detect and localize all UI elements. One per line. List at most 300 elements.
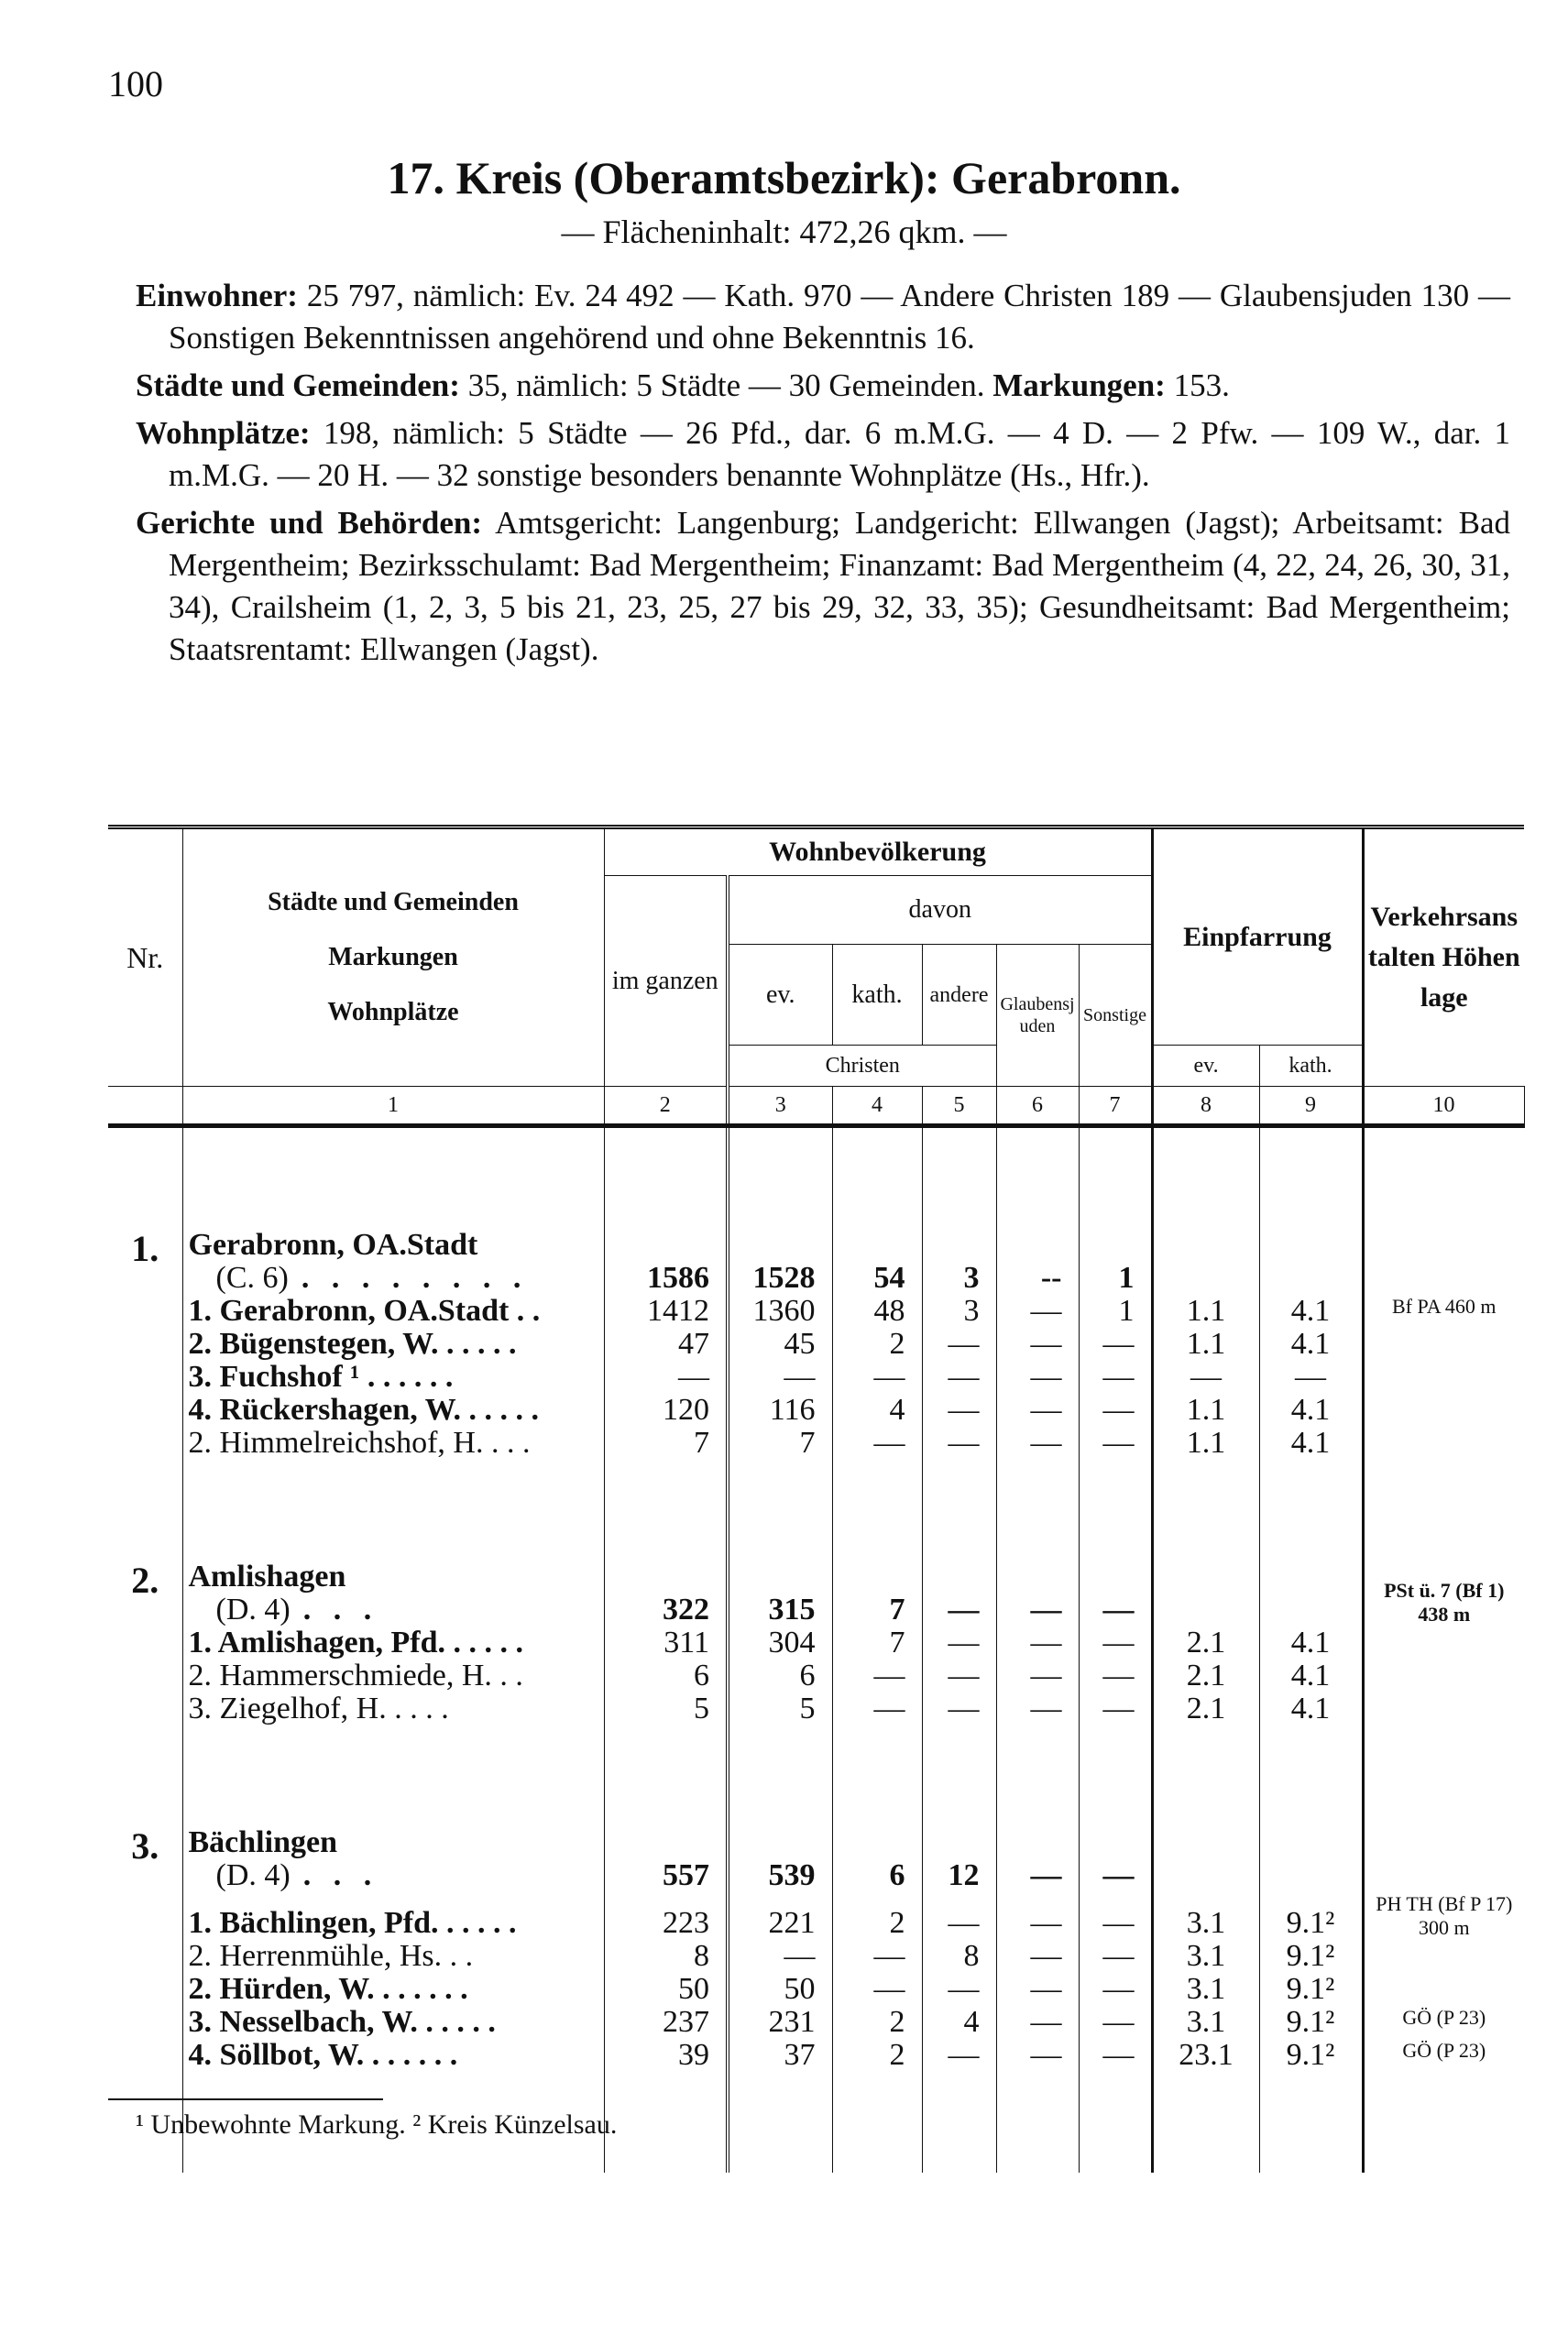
spacer-cell [1152,1725,1259,1826]
page-number: 100 [108,63,163,104]
place-row [108,1328,1524,1361]
value-cell: 8 [604,1940,728,1973]
einpfarrung-kath-cell [1259,1229,1363,1295]
spacer-cell [1259,1725,1363,1826]
value-cell: 237 [604,2006,728,2039]
value-cell: 2.1 [1152,1627,1259,1659]
value-cell: — [922,1973,996,2006]
place-nr-blank [108,1427,182,1460]
leader-dots: . . . . . . . . [301,1261,529,1295]
place-row [108,1659,1524,1692]
verkehr-cell [1363,1973,1524,2006]
spacer-cell [1079,1725,1152,1826]
spacer-cell [182,1725,604,1826]
value-cell: 37 [728,2039,832,2072]
place-name: 2. Hürden, W. . . . . . . [182,1973,604,2006]
value-cell: — [832,1659,922,1692]
value-cell: 3 [922,1229,996,1295]
value-cell: — [996,1295,1079,1328]
value-cell: 9.1² [1259,1940,1363,1973]
header-andere: andere [922,945,996,1046]
value-cell: — [922,1692,996,1725]
place-row [108,1394,1524,1427]
header-davon: davon [728,876,1152,945]
place-name: 2. Bügenstegen, W. . . . . . [182,1328,604,1361]
value-cell: 2 [832,2006,922,2039]
spacer-row [108,1725,1524,1826]
value-cell: — [1079,1692,1152,1725]
staedte-label: Städte und Gemeinden: [136,367,460,403]
value-cell: 1 [1079,1229,1152,1295]
staedte-paragraph [136,365,1510,407]
group-name-line2 [189,1262,598,1295]
value-cell: 7 [832,1627,922,1659]
value-cell: 4.1 [1259,1295,1363,1328]
markungen-label: Markungen: [992,367,1166,403]
place-nr-blank [108,2006,182,2039]
place-name: 2. Herrenmühle, Hs. . . [182,1940,604,1973]
value-cell: — [1079,1361,1152,1394]
value-cell: — [922,2039,996,2072]
place-row [108,1940,1524,1973]
value-cell: 4.1 [1259,1427,1363,1460]
value-cell: — [1079,1826,1152,1892]
einwohner-text: 25 797, nämlich: Ev. 24 492 — Kath. 970 — Andere Christen 189 — Glaubensjuden 130 — Sonstigen Bekenntnissen angehörend und ohne Bekenntnis 16. [169,278,1510,356]
group-name-line2 [189,1594,598,1627]
value-cell: 311 [604,1627,728,1659]
value-cell: 1 [1079,1295,1152,1328]
column-number: 3 [728,1087,832,1126]
spacer-cell [1079,1460,1152,1561]
verkehr-cell [1363,1229,1524,1295]
header-im-ganzen: im ganzen [604,876,728,1087]
group-name: Bächlingen [188,1826,337,1859]
value-cell: 1412 [604,1295,728,1328]
value-cell: 7 [604,1427,728,1460]
header-einpfarrung-kath: kath. [1259,1046,1363,1087]
place-name: 3. Fuchshof ¹ . . . . . . [182,1361,604,1394]
header-staedte: Städte und Gemeinden [268,888,519,916]
group-name-cell [182,1826,604,1892]
value-cell: 12 [922,1826,996,1892]
footnote-divider [108,2098,383,2100]
value-cell: — [832,1427,922,1460]
value-cell: 3 [922,1295,996,1328]
wohnplaetze-text: 198, nämlich: 5 Städte — 26 Pfd., dar. 6 m.M.G. — 4 D. — 2 Pfw. — 109 W., dar. 1 m.M.G. — 20 H. — 32 sonstige besonders benannte Wohnplätze (Hs., Hfr.). [169,415,1511,493]
group-number: 3. [131,1826,159,1867]
place-nr-blank [108,1295,182,1328]
place-name: 1. Bächlingen, Pfd. . . . . . [182,1892,604,1940]
column-number-blank [108,1087,182,1126]
verkehr-cell [1363,1627,1524,1659]
value-cell: — [996,1973,1079,2006]
value-cell: — [832,1973,922,2006]
spacer-cell [1152,1460,1259,1561]
header-glaubensjuden: Glaubensjuden [996,945,1079,1087]
value-cell: — [922,1361,996,1394]
verkehr-cell: GÖ (P 23) [1363,2006,1524,2039]
value-cell: — [832,1940,922,1973]
value-cell: — [922,1627,996,1659]
spacer-cell [832,1126,922,1230]
spacer-cell [182,1126,604,1230]
place-name: 1. Gerabronn, OA.Stadt . . [182,1295,604,1328]
verkehr-cell [1363,1361,1524,1394]
column-number: 8 [1152,1087,1259,1126]
value-cell: 3.1 [1152,1940,1259,1973]
value-cell: 4.1 [1259,1394,1363,1427]
verkehr-cell [1363,1394,1524,1427]
footnote: ¹ Unbewohnte Markung. ² Kreis Künzelsau. [136,2109,618,2140]
group-row [108,1826,1524,1892]
value-cell: 120 [604,1394,728,1427]
value-cell: 5 [604,1692,728,1725]
place-row [108,1627,1524,1659]
spacer-cell [604,1460,728,1561]
value-cell: 8 [922,1940,996,1973]
value-cell: 315 [728,1561,832,1627]
value-cell: 557 [604,1826,728,1892]
place-name: 3. Nesselbach, W. . . . . . [182,2006,604,2039]
place-name: 4. Rückershagen, W. . . . . . [182,1394,604,1427]
value-cell: 2 [832,1328,922,1361]
place-row [108,1973,1524,2006]
column-number: 2 [604,1087,728,1126]
value-cell: 1360 [728,1295,832,1328]
value-cell: — [1079,1627,1152,1659]
value-cell: — [728,1940,832,1973]
value-cell: — [1079,1394,1152,1427]
gerichte-label: Gerichte und Behörden: [136,505,483,541]
value-cell: 4 [922,2006,996,2039]
spacer-cell [604,1126,728,1230]
spacer-cell [922,1725,996,1826]
group-name-line2 [189,1859,598,1892]
header-nr: Nr. [108,827,182,1087]
spacer-cell [1259,2072,1363,2173]
group-map-ref: (D. 4) [215,1858,291,1892]
value-cell: 4.1 [1259,1659,1363,1692]
value-cell: — [1079,2006,1152,2039]
value-cell: 3.1 [1152,1892,1259,1940]
value-cell: — [996,2006,1079,2039]
value-cell: — [922,1394,996,1427]
place-nr-blank [108,1940,182,1973]
value-cell: 6 [832,1826,922,1892]
value-cell: 7 [728,1427,832,1460]
value-cell: 6 [728,1659,832,1692]
value-cell: — [922,1427,996,1460]
spacer-cell [728,2072,832,2173]
spacer-cell [922,2072,996,2173]
value-cell: — [996,1328,1079,1361]
wohnplaetze-paragraph [136,412,1510,497]
value-cell: — [1079,2039,1152,2072]
value-cell: 9.1² [1259,2006,1363,2039]
value-cell: 4.1 [1259,1627,1363,1659]
header-markungen: Markungen [328,943,458,971]
place-row [108,1892,1524,1940]
einpfarrung-ev-cell [1152,1561,1259,1627]
place-nr-blank [108,1627,182,1659]
gerichte-paragraph [136,502,1510,671]
header-ev: ev. [728,945,832,1046]
value-cell: — [832,1361,922,1394]
value-cell: 3.1 [1152,1973,1259,2006]
value-cell: — [1079,1561,1152,1627]
spacer-cell [108,1725,182,1826]
value-cell: 1.1 [1152,1328,1259,1361]
verkehr-cell [1363,1692,1524,1725]
value-cell: 539 [728,1826,832,1892]
value-cell: 48 [832,1295,922,1328]
spacer-row [108,1126,1524,1230]
value-cell: -- [996,1229,1079,1295]
place-name: 2. Himmelreichshof, H. . . . [182,1427,604,1460]
verkehr-cell: GÖ (P 23) [1363,2039,1524,2072]
spacer-cell [1079,1126,1152,1230]
value-cell: 2 [832,1892,922,1940]
group-name-cell [182,1229,604,1295]
header-einpfarrung-ev: ev. [1152,1046,1259,1087]
value-cell: — [922,1328,996,1361]
value-cell: — [922,1561,996,1627]
place-nr-blank [108,1892,182,1940]
group-number: 1. [131,1229,159,1269]
place-nr-blank [108,1328,182,1361]
place-nr-blank [108,1394,182,1427]
einpfarrung-kath-cell [1259,1561,1363,1627]
spacer-cell [604,1725,728,1826]
place-nr-blank [108,1361,182,1394]
spacer-cell [922,1460,996,1561]
place-name: 1. Amlishagen, Pfd. . . . . . [182,1627,604,1659]
value-cell: — [922,1659,996,1692]
value-cell: — [996,1394,1079,1427]
spacer-cell [1363,2072,1524,2173]
value-cell: — [996,1692,1079,1725]
spacer-cell [922,1126,996,1230]
verkehr-cell: PH TH (Bf P 17) 300 m [1363,1892,1524,1940]
group-row [108,1229,1524,1295]
group-row [108,1561,1524,1627]
group-map-ref: (D. 4) [215,1593,291,1627]
header-wohnbevoelkerung: Wohnbevölkerung [604,827,1152,876]
area-subtitle: — Flächeninhalt: 472,26 qkm. — [561,214,1007,250]
value-cell: — [922,1892,996,1940]
spacer-cell [1079,2072,1152,2173]
group-number: 2. [131,1561,159,1601]
value-cell: — [1079,1892,1152,1940]
verkehr-cell: PSt ü. 7 (Bf 1) 438 m [1363,1561,1524,1627]
value-cell: — [996,1940,1079,1973]
column-number: 6 [996,1087,1079,1126]
spacer-cell [1152,1126,1259,1230]
place-nr-blank [108,2039,182,2072]
value-cell: 47 [604,1328,728,1361]
spacer-cell [108,1126,182,1230]
value-cell: 9.1² [1259,1973,1363,2006]
value-cell: 39 [604,2039,728,2072]
verkehr-cell [1363,1940,1524,1973]
value-cell: 5 [728,1692,832,1725]
value-cell: — [832,1692,922,1725]
spacer-cell [832,2072,922,2173]
value-cell: — [1079,1659,1152,1692]
value-cell: — [1152,1361,1259,1394]
spacer-cell [832,1460,922,1561]
place-row [108,2006,1524,2039]
place-name: 3. Ziegelhof, H. . . . . [182,1692,604,1725]
spacer-cell [728,1725,832,1826]
value-cell: — [1079,1940,1152,1973]
value-cell: 50 [728,1973,832,2006]
place-row [108,2039,1524,2072]
value-cell: — [996,1361,1079,1394]
place-row [108,1361,1524,1394]
value-cell: 4 [832,1394,922,1427]
einpfarrung-kath-cell [1259,1826,1363,1892]
verkehr-cell [1363,1826,1524,1892]
verkehr-cell [1363,1328,1524,1361]
gerichte-text: Amtsgericht: Langenburg; Landgericht: Ellwangen (Jagst); Arbeitsamt: Bad Mergentheim; Bezirksschulamt: Bad Mergentheim; Finanzamt: Bad Mergentheim (4, 22, 24, 26, 30, 31, 34), Crailsheim (1, 2, 3, 5 bis 21, 23, 25, 27 bis 29, 32, 33, 35); Gesundheitsamt: Bad Mergentheim; Staatsrentamt: Ellwangen (Jagst). [169,505,1510,667]
value-cell: 9.1² [1259,2039,1363,2072]
spacer-cell [1152,2072,1259,2173]
population-table [108,825,1525,2173]
spacer-cell [728,1460,832,1561]
value-cell: 9.1² [1259,1892,1363,1940]
value-cell: 4.1 [1259,1328,1363,1361]
column-number-row [108,1087,1524,1126]
value-cell: 221 [728,1892,832,1940]
group-map-ref: (C. 6) [215,1261,289,1295]
value-cell: — [996,1892,1079,1940]
page-title: 17. Kreis (Oberamtsbezirk): Gerabronn. [387,152,1181,203]
header-verkehr: Verkehrsanstalten Höhenlage [1363,827,1524,1087]
spacer-cell [1363,1460,1524,1561]
spacer-cell [1259,1126,1363,1230]
value-cell: 1.1 [1152,1295,1259,1328]
place-row [108,1692,1524,1725]
value-cell: — [1079,1328,1152,1361]
value-cell: — [1079,1427,1152,1460]
value-cell: 3.1 [1152,2006,1259,2039]
value-cell: — [996,1627,1079,1659]
wohnplaetze-label: Wohnplätze: [136,415,311,451]
header-wohnplaetze: Wohnplätze [327,998,459,1026]
value-cell: 1.1 [1152,1394,1259,1427]
value-cell: 7 [832,1561,922,1627]
value-cell: 1528 [728,1229,832,1295]
verkehr-cell [1363,1659,1524,1692]
header-christen: Christen [728,1046,996,1087]
place-name: 4. Söllbot, W. . . . . . . [182,2039,604,2072]
place-nr-blank [108,1973,182,2006]
einwohner-paragraph [136,275,1510,359]
column-number: 7 [1079,1087,1152,1126]
value-cell: — [996,1826,1079,1892]
intro-paragraphs [136,275,1510,676]
value-cell: 116 [728,1394,832,1427]
group-name-cell [182,1561,604,1627]
value-cell: 45 [728,1328,832,1361]
spacer-cell [728,1126,832,1230]
value-cell: 23.1 [1152,2039,1259,2072]
spacer-row [108,1460,1524,1561]
verkehr-cell: Bf PA 460 m [1363,1295,1524,1328]
value-cell: 6 [604,1659,728,1692]
value-cell: 1586 [604,1229,728,1295]
value-cell: — [996,1659,1079,1692]
einwohner-label: Einwohner: [136,278,298,313]
value-cell: 4.1 [1259,1692,1363,1725]
leader-dots: . . . [302,1593,379,1627]
group-name: Gerabronn, OA.Stadt [188,1229,478,1262]
column-number: 1 [182,1087,604,1126]
spacer-cell [996,1460,1079,1561]
markungen-text: 153. [1173,367,1230,403]
header-einpfarrung: Einpfarrung [1152,827,1363,1046]
value-cell: 2 [832,2039,922,2072]
place-row [108,1295,1524,1328]
place-nr-blank [108,1692,182,1725]
value-cell: — [604,1361,728,1394]
spacer-cell [604,2072,728,2173]
spacer-cell [1259,1460,1363,1561]
spacer-cell [996,1126,1079,1230]
value-cell: — [996,1561,1079,1627]
place-nr-blank [108,1659,182,1692]
value-cell: 54 [832,1229,922,1295]
value-cell: — [1079,1973,1152,2006]
value-cell: 322 [604,1561,728,1627]
column-number: 9 [1259,1087,1363,1126]
value-cell: 223 [604,1892,728,1940]
value-cell: 1.1 [1152,1427,1259,1460]
column-number: 10 [1363,1087,1524,1126]
value-cell: 2.1 [1152,1659,1259,1692]
value-cell: 2.1 [1152,1692,1259,1725]
value-cell: — [996,1427,1079,1460]
spacer-cell [1363,1126,1524,1230]
group-name: Amlishagen [188,1561,346,1594]
spacer-cell [108,1460,182,1561]
column-number: 5 [922,1087,996,1126]
header-places [182,827,604,1087]
value-cell: — [728,1361,832,1394]
verkehr-cell [1363,1427,1524,1460]
leader-dots: . . . [302,1858,379,1892]
spacer-cell [996,1725,1079,1826]
value-cell: — [1259,1361,1363,1394]
header-kath: kath. [832,945,922,1046]
spacer-cell [182,1460,604,1561]
einpfarrung-ev-cell [1152,1229,1259,1295]
value-cell: 231 [728,2006,832,2039]
column-number: 4 [832,1087,922,1126]
spacer-cell [832,1725,922,1826]
staedte-text: 35, nämlich: 5 Städte — 30 Gemeinden. [467,367,985,403]
place-name: 2. Hammerschmiede, H. . . [182,1659,604,1692]
value-cell: — [996,2039,1079,2072]
place-row [108,1427,1524,1460]
value-cell: 50 [604,1973,728,2006]
spacer-cell [996,2072,1079,2173]
value-cell: 304 [728,1627,832,1659]
spacer-cell [1363,1725,1524,1826]
einpfarrung-ev-cell [1152,1826,1259,1892]
header-sonstige: Sonstige [1079,945,1152,1087]
